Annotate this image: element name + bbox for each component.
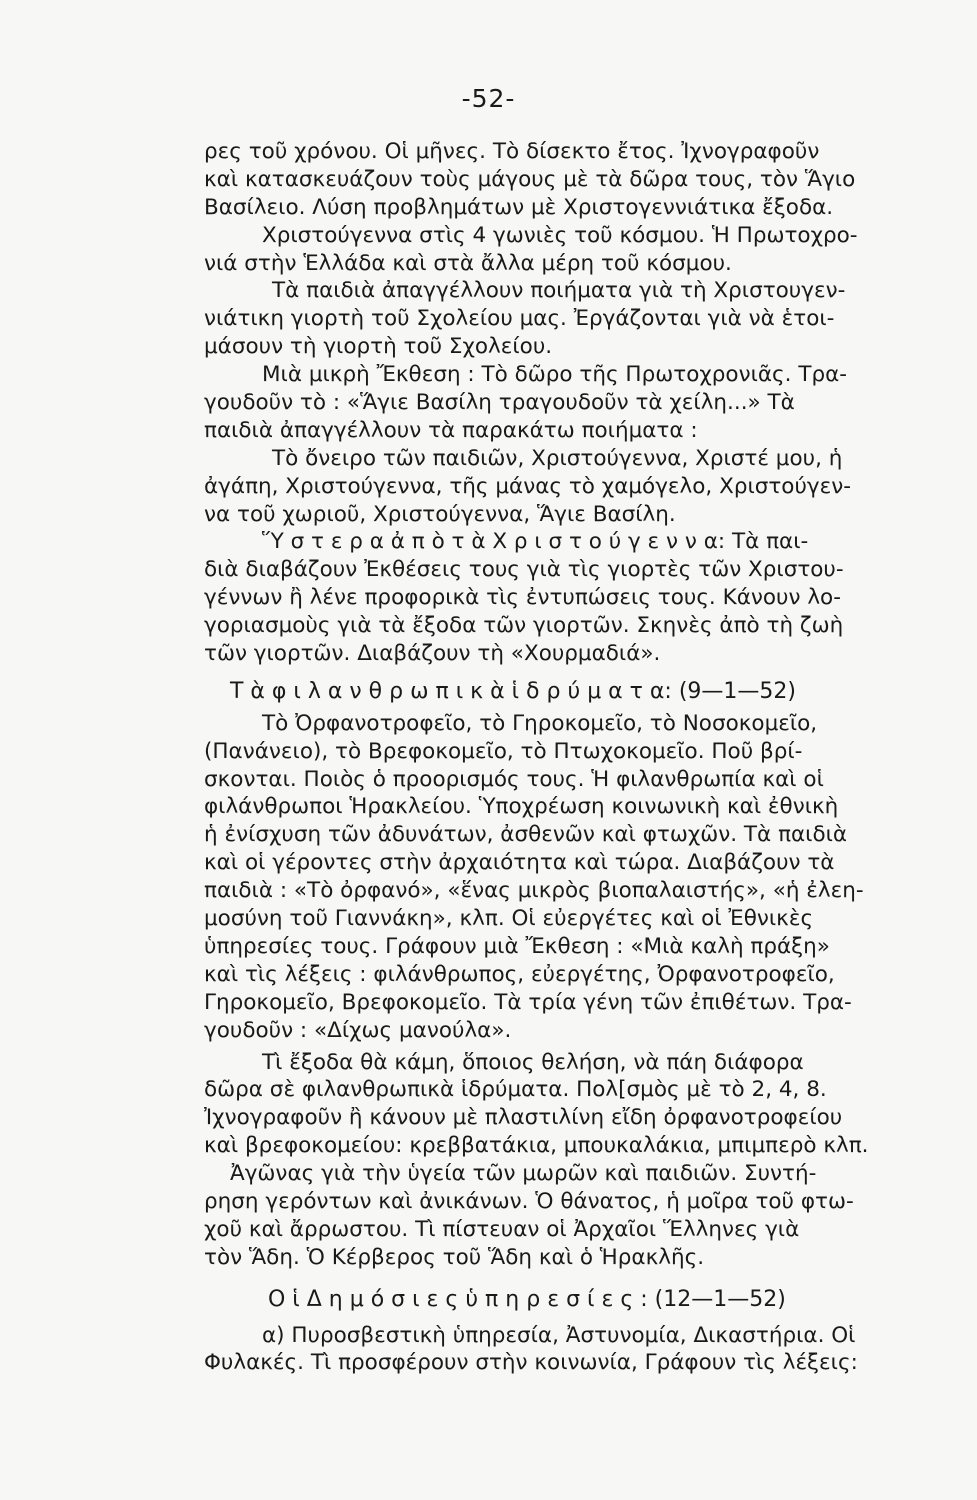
text-line: (Πανάνειο), τὸ Βρεφοκομεῖο, τὸ Πτωχοκομεῖο. Ποῦ βρί- [204, 738, 803, 764]
section-heading: Τ ὰ φ ι λ α ν θ ρ ω π ι κ ὰ ἱ δ ρ ύ μ α τ α: (9—1—52) [230, 678, 796, 704]
text-line: Τὸ Ὀρφανοτροφεῖο, τὸ Γηροκομεῖο, τὸ Νοσοκομεῖο, [262, 710, 818, 736]
text-line: καὶ βρεφοκομείου: κρεββατάκια, μπουκαλάκια, μπιμπερὸ κλπ. [204, 1133, 869, 1159]
text-line: ρηση γερόντων καὶ ἀνικάνων. Ὁ θάνατος, ἡ μοῖρα τοῦ φτω- [204, 1188, 854, 1214]
text-line: γοριασμοὺς γιὰ τὰ ἔξοδα τῶν γιορτῶν. Σκηνὲς ἀπὸ τὴ ζωὴ [204, 613, 844, 639]
text-line: Τὶ ἔξοδα θὰ κάμη, ὅποιος θελήση, νὰ πάη διάφορα [262, 1049, 804, 1075]
text-line: Μιὰ μικρὴ Ἔκθεση : Τὸ δῶρο τῆς Πρωτοχρονιᾶς. Τρα- [262, 362, 848, 388]
text-line: τῶν γιορτῶν. Διαβάζουν τὴ «Χουρμαδιά». [204, 641, 661, 667]
text-line: νιά στὴν Ἑλλάδα καὶ στὰ ἄλλα μέρη τοῦ κόσμου. [204, 250, 732, 276]
text-line: σκονται. Ποιὸς ὁ προορισμός τους. Ἡ φιλανθρωπία καὶ οἱ [204, 766, 824, 792]
text-line: γουδοῦν : «Δίχως μανούλα». [204, 1017, 512, 1043]
text-line: παιδιὰ ἀπαγγέλλουν τὰ παρακάτω ποιήματα : [204, 417, 698, 443]
text-line: καὶ οἱ γέροντες στὴν ἀρχαιότητα καὶ τώρα. Διαβάζουν τὰ [204, 850, 835, 876]
text-line: Γηροκομεῖο, Βρεφοκομεῖο. Τὰ τρία γένη τῶν ἐπιθέτων. Τρα- [204, 989, 852, 1015]
text-line: γέννων ἢ λένε προφορικὰ τὶς ἐντυπώσεις τους. Κάνουν λο- [204, 585, 841, 611]
text-line: καὶ τὶς λέξεις : φιλάνθρωπος, εὐεργέτης, Ὀρφανοτροφεῖο, [204, 961, 835, 987]
text-line: Ἰχνογραφοῦν ἢ κάνουν μὲ πλαστιλίνη εἴδη ὀρφανοτροφείου [204, 1105, 843, 1131]
text-line: ρες τοῦ χρόνου. Οἱ μῆνες. Τὸ δίσεκτο ἔτος. Ἰχνογραφοῦν [204, 139, 820, 164]
text-line: ἀγάπη, Χριστούγεννα, τῆς μάνας τὸ χαμόγελο, Χριστούγεν- [204, 473, 852, 499]
text-line: τὸν Ἅδη. Ὁ Κέρβερος τοῦ Ἅδη καὶ ὁ Ἡρακλῆς. [204, 1244, 705, 1270]
text-line: παιδιὰ : «Τὸ ὀρφανό», «ἕνας μικρὸς βιοπαλαιστής», «ἡ ἐλεη- [204, 878, 864, 904]
text-line: γουδοῦν τὸ : «Ἅγιε Βασίλη τραγουδοῦν τὰ χείλη...» Τὰ [204, 390, 795, 416]
text-line: μοσύνη τοῦ Γιαννάκη», κλπ. Οἱ εὐεργέτες καὶ οἱ Ἐθνικὲς [204, 906, 814, 932]
text-line: Τὰ παιδιὰ ἀπαγγέλλουν ποιήματα γιὰ τὴ Χριστουγεν- [272, 278, 846, 304]
text-line: δῶρα σὲ φιλανθρωπικὰ ἱδρύματα. Πολ[σμὸς μὲ τὸ 2, 4, 8. [204, 1077, 827, 1103]
text-line: Τὸ ὄνειρο τῶν παιδιῶν, Χριστούγεννα, Χριστέ μου, ἡ [272, 445, 843, 471]
text-line: Χριστούγεννα στὶς 4 γωνιὲς τοῦ κόσμου. Ἡ Πρωτοχρο- [262, 222, 858, 248]
page-number: -52- [461, 84, 516, 113]
text-line: Ὕ σ τ ε ρ α ἀ π ὸ τ ὰ Χ ρ ι σ τ ο ύ γ ε ν ν α: Τὰ παι- [262, 529, 809, 555]
text-line: ἡ ἐνίσχυση τῶν ἀδυνάτων, ἀσθενῶν καὶ φτωχῶν. Τὰ παιδιὰ [204, 822, 848, 848]
text-line: Ἀγῶνας γιὰ τὴν ὑγεία τῶν μωρῶν καὶ παιδιῶν. Συντή- [230, 1161, 817, 1187]
text-line: καὶ κατασκευάζουν τοὺς μάγους μὲ τὰ δῶρα τους, τὸν Ἅγιο [204, 166, 856, 192]
text-line: α) Πυροσβεστικὴ ὑπηρεσία, Ἀστυνομία, Δικαστήρια. Οἱ [262, 1322, 856, 1348]
text-line: νιάτικη γιορτὴ τοῦ Σχολείου μας. Ἐργάζονται γιὰ νὰ ἑτοι- [204, 306, 835, 332]
text-line: Φυλακές. Τὶ προσφέρουν στὴν κοινωνία, Γράφουν τὶς λέξεις: [204, 1350, 858, 1376]
text-line: Βασίλειο. Λύση προβλημάτων μὲ Χριστογεννιάτικα ἔξοδα. [204, 194, 834, 220]
text-line: ὑπηρεσίες τους. Γράφουν μιὰ Ἔκθεση : «Μιὰ καλὴ πράξη» [204, 933, 830, 959]
body-text [204, 138, 928, 1377]
text-line: διὰ διαβάζουν Ἐκθέσεις τους γιὰ τὶς γιορτὲς τῶν Χριστου- [204, 557, 844, 583]
text-line: να τοῦ χωριοῦ, Χριστούγεννα, Ἅγιε Βασίλη. [204, 501, 676, 527]
text-line: φιλάνθρωποι Ἡρακλείου. Ὑποχρέωση κοινωνικὴ καὶ ἐθνικὴ [204, 794, 839, 820]
text-line: μάσουν τὴ γιορτὴ τοῦ Σχολείου. [204, 334, 553, 360]
text-line: χοῦ καὶ ἄρρωστου. Τὶ πίστευαν οἱ Ἀρχαῖοι Ἕλληνες γιὰ [204, 1216, 800, 1242]
section-heading: Ο ἱ Δ η μ ό σ ι ε ς ὑ π η ρ ε σ ί ε ς : (12—1—52) [268, 1286, 786, 1312]
